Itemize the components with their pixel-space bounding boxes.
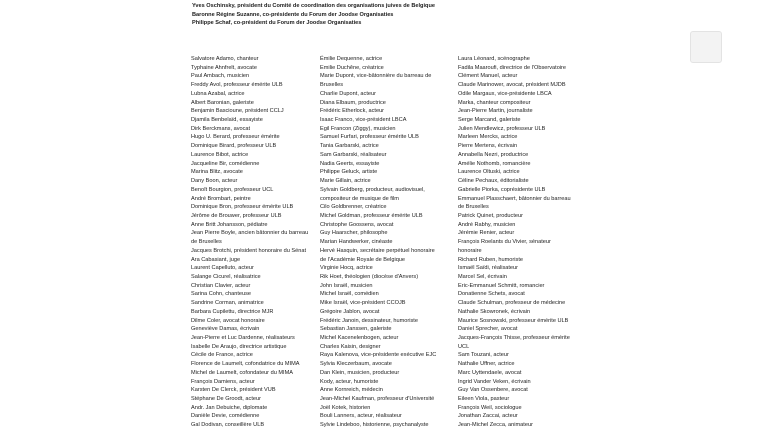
signatory-line: Freddy Avol, professeur émérite ULB: [191, 82, 283, 89]
signatory-line: Daniel Sprecher, avocat: [458, 326, 518, 333]
header-line: Yves Oschinsky, président du Comité de coordination des organisations juives de Belgique: [192, 3, 435, 9]
signatory-line: Michel Kacenelenbogen, acteur: [320, 335, 399, 341]
signatory-line: Claude Schulman, professeur de médecine: [458, 300, 566, 307]
signatory-line: Marie Gillain, actrice: [320, 178, 371, 185]
signatory-line: Donatienne Schets, avocat: [458, 291, 525, 298]
signatory-line: Marc Uyttendaele, avocat: [458, 369, 522, 376]
signatory-line: Karsten De Clerck, président VUB: [191, 387, 276, 394]
signatory-line: Clément Manuel, acteur: [458, 73, 518, 80]
signatory-line: Emilie Duchêne, créatrice: [320, 64, 384, 71]
signatories-column-2: [320, 55, 436, 430]
signatory-line: Céline Pechaux, éditorialiste: [458, 178, 529, 185]
signatory-line: Gabrielle Piorka, coprésidente ULB: [458, 186, 546, 193]
side-action-button[interactable]: [690, 31, 722, 63]
signatory-line: Virginie Hocq, actrice: [320, 265, 373, 272]
signatory-line: Isaac Franco, vice-président LBCA: [320, 117, 407, 124]
signatory-line: Djamila Benbelaïd, essayiste: [191, 117, 263, 124]
signatory-line: Pierre Mertens, écrivain: [458, 143, 518, 150]
signatory-line: Sylvie Lindeboo, historienne, psychanalyste: [320, 422, 429, 429]
signatory-line: honoraire: [458, 247, 482, 254]
signatory-line: Marka, chanteur compositeur: [458, 99, 531, 106]
signatories-column-3: [458, 55, 571, 430]
signatories-column-1: [191, 55, 308, 430]
signatory-line: André Rabhy, musicien: [458, 221, 516, 228]
signatory-line: Andr. Jan Debuiche, diplomate: [191, 404, 268, 411]
signatory-line: Rik Hoet, théologien (diocèse d'Anvers): [320, 273, 419, 280]
signatory-line: Tania Garbarski, actrice: [320, 143, 379, 150]
signatory-line: Jean-Michel Kaufman, professeur d'Université: [320, 396, 435, 403]
signatory-line: Dominique Birard, professeur ULB: [191, 143, 277, 150]
signatory-line: Frédéric Janoin, dessinateur, humoriste: [320, 317, 418, 324]
signatory-line: UCL: [458, 343, 470, 350]
signatory-line: Hervé Hasquin, secrétaire perpétuel honoraire: [320, 247, 435, 254]
signatory-line: Sebastian Janssen, galeriste: [320, 326, 392, 333]
signatory-line: Sylvain Goldberg, producteur, audiovisuel,: [320, 186, 425, 193]
signatories-header: [192, 2, 435, 28]
signatory-line: Dilme Coler, avocat honoraire: [191, 317, 265, 324]
signatory-line: Geneviève Damas, écrivain: [191, 326, 260, 333]
signatory-line: Egil Francon (Ziggy), musicien: [320, 125, 396, 132]
signatory-line: Jérémie Renier, acteur: [458, 230, 515, 237]
signatory-line: Michel Israël, comédien: [320, 291, 379, 298]
signatory-line: Patrick Quinet, producteur: [458, 212, 523, 219]
signatory-line: Christian Clavier, acteur: [191, 282, 251, 289]
signatory-line: Hugo U. Berard, professeur émérite: [191, 134, 280, 141]
signatory-line: Eric-Emmanuel Schmitt, romancier: [458, 282, 545, 289]
signatory-line: Annabella Nezri, productrice: [458, 151, 529, 158]
signatory-line: Raya Kalenova, vice-présidente exécutive EJC: [320, 352, 437, 359]
signatory-line: de l'Académie Royale de Belgique: [320, 256, 406, 263]
signatory-line: Odile Margaux, vice-présidente LBCA: [458, 90, 552, 97]
signatory-line: Christophe Goossens, avocat: [320, 221, 394, 228]
signatory-line: Sam Touzani, acteur: [458, 352, 509, 359]
signatory-line: Gal Dodivan, conseillère ULB: [191, 422, 265, 429]
signatory-line: Michel de Laumelt, cofondateur du MIMA: [191, 369, 293, 376]
signatory-line: de Bruxelles: [191, 239, 222, 246]
signatory-line: Guy Haarscher, philosophe: [320, 230, 388, 237]
signatory-line: Richard Ruben, humoriste: [458, 256, 523, 263]
signatory-line: Jérôme de Brouwer, professeur ULB: [191, 212, 282, 219]
signatory-line: Serge Marcand, galeriste: [458, 117, 521, 124]
signatory-line: Michel Goldman, professeur émérite ULB: [320, 212, 423, 219]
signatory-line: Laurence Bibot, actrice: [191, 151, 249, 158]
signatory-line: Marian Handwerker, cinéaste: [320, 239, 393, 246]
signatory-line: Anne Kornreich, médecin: [320, 387, 383, 394]
signatory-line: Sylvia Kleczerbaum, avocate: [320, 361, 392, 368]
signatory-line: Charles Kaisin, designer: [320, 343, 381, 350]
signatory-line: Paul Ambach, musicien: [191, 73, 250, 80]
signatory-line: Diana Elbaum, productrice: [320, 99, 386, 106]
signatory-line: de Bruxelles: [458, 204, 489, 211]
signatory-line: Albert Baronian, galeriste: [191, 99, 254, 106]
signatory-line: Barbara Cupilettu, directrice MJR: [191, 308, 274, 315]
signatory-line: Philippe Geluck, artiste: [320, 169, 378, 176]
signatory-line: Laurent Capelluto, acteur: [191, 265, 254, 272]
signatory-line: André Brombart, peintre: [191, 195, 251, 202]
signatory-line: John Israël, musicien: [320, 282, 373, 289]
signatory-line: Émilie Dequenne, actrice: [320, 56, 383, 62]
signatory-line: Mike Israël, vice-président CCOJB: [320, 300, 406, 307]
signatory-line: Jonathan Zaccai, acteur: [458, 413, 518, 420]
signatory-line: Fadila Maaroufi, directrice de l'Observatoire: [458, 64, 567, 71]
signatory-line: François Roelants du Vivier, sénateur: [458, 239, 551, 246]
signatory-line: Guy Van Ossenbere, avocat: [458, 387, 528, 394]
signatory-line: Marina Blitz, avocate: [191, 169, 243, 176]
signatory-line: Grégoire Jablon, avocat: [320, 308, 380, 315]
signatory-line: Jacques Brotchi, président honoraire du Sénat: [191, 247, 307, 254]
signatory-line: François Weil, sociologue: [458, 404, 522, 411]
signatory-line: Danièle Devie, comédienne: [191, 413, 260, 420]
signatory-line: Cécile de France, actrice: [191, 352, 253, 359]
signatory-line: Julien Mendlewicz, professeur ULB: [458, 125, 546, 132]
signatory-line: Amélie Nothomb, romancière: [458, 160, 531, 167]
signatory-line: Dan Klein, musicien, producteur: [320, 369, 400, 376]
signatory-line: Stéphane De Groodt, acteur: [191, 396, 261, 403]
signatory-line: Joël Kotek, historien: [320, 404, 371, 411]
signatory-line: François Damiens, acteur: [191, 378, 255, 385]
signatory-line: Dominique Bron, professeur émérite ULB: [191, 204, 294, 211]
header-line: Philippe Schaf, co-président du Forum der Joodse Organisaties: [192, 20, 362, 27]
signatory-line: Dirk Berckmans, avocat: [191, 125, 251, 132]
signatory-line: Kody, acteur, humoriste: [320, 378, 379, 385]
signatory-line: Eileen Viola, pasteur: [458, 396, 510, 403]
signatory-line: Charlie Dupont, acteur: [320, 90, 376, 97]
header-line: Baronne Régine Suzanne, co-présidente du Forum der Joodse Organisaties: [192, 11, 394, 18]
signatory-line: Sam Garbarski, réalisateur: [320, 151, 387, 158]
signatory-line: Jean Pierre Boyle, ancien bâtonnier du barreau: [191, 230, 309, 237]
signatory-line: Lubna Azabal, actrice: [191, 90, 245, 97]
signatory-line: Marcel Sel, écrivain: [458, 273, 507, 280]
signatory-line: Jacqueline Bir, comédienne: [191, 160, 260, 167]
signatory-line: Ismaël Saïdi, réalisateur: [458, 265, 519, 272]
signatory-line: Bruxelles: [320, 82, 344, 89]
signatory-line: Benoît Bourgion, professeur UCL: [191, 186, 274, 193]
signatory-line: Nathalie Uffner, actrice: [458, 361, 515, 368]
signatory-line: Benjamin Bascioune, président CCLJ: [191, 108, 284, 115]
signatory-line: Jacques-François Thisse, professeur émérite: [458, 335, 570, 341]
signatory-line: Marie Dupont, vice-bâtonnière du barreau de: [320, 73, 432, 80]
signatory-line: Nadia Geerts, essayiste: [320, 160, 380, 167]
signatory-line: Frédéric Etherlock, acteur: [320, 108, 385, 115]
signatory-line: Jean-Michel Zecca, animateur: [458, 422, 533, 429]
signatory-line: Laura Léonard, scénographe: [458, 56, 530, 62]
signatory-line: Emmanuel Plasschaert, bâtonnier du barreau: [458, 195, 571, 202]
signatory-line: Ingrid Vander Veken, écrivain: [458, 378, 531, 385]
signatory-line: Typhaine Ahnfrelt, avocate: [191, 64, 257, 71]
signatory-line: Isabelle De Araujo, directrice artistique: [191, 343, 287, 350]
signatory-line: Salvatore Adamo, chanteur: [191, 56, 259, 62]
signatory-line: Cilo Goldbrenner, créatrice: [320, 204, 387, 211]
signatory-line: Anne Britt Johansson, pédiatre: [191, 221, 268, 228]
signatory-line: Ara Cabasiant, juge: [191, 256, 241, 263]
signatory-line: Sandrine Corman, animatrice: [191, 300, 264, 307]
signatory-line: Florence de Laumelt, cofondatrice du MIMA: [191, 361, 300, 368]
signatory-line: Dany Boon, acteur: [191, 178, 238, 185]
signatory-line: Sarina Cohn, chanteuse: [191, 291, 252, 298]
signatory-line: Laurence Oltuski, actrice: [458, 169, 520, 176]
signatory-line: Nathalie Skowronek, écrivain: [458, 308, 531, 315]
signatory-line: compositeur de musique de film: [320, 195, 399, 202]
signatory-line: Salange Cicurel, réalisatrice: [191, 273, 261, 280]
signatory-line: Marleen Mercks, actrice: [458, 134, 518, 141]
signatory-line: Jean-Pierre Martin, journaliste: [458, 108, 533, 115]
signatory-line: Samuel Furfari, professeur émérite ULB: [320, 134, 419, 141]
signatory-line: Jean-Pierre et Luc Dardenne, réalisateurs: [191, 335, 295, 341]
signatory-line: Claude Marinower, avocat, président MJDB: [458, 82, 566, 89]
signatory-line: Bouli Lanners, acteur, réalisateur: [320, 413, 402, 420]
signatory-line: Maurice Sosnowski, professeur émérite ULB: [458, 317, 569, 324]
